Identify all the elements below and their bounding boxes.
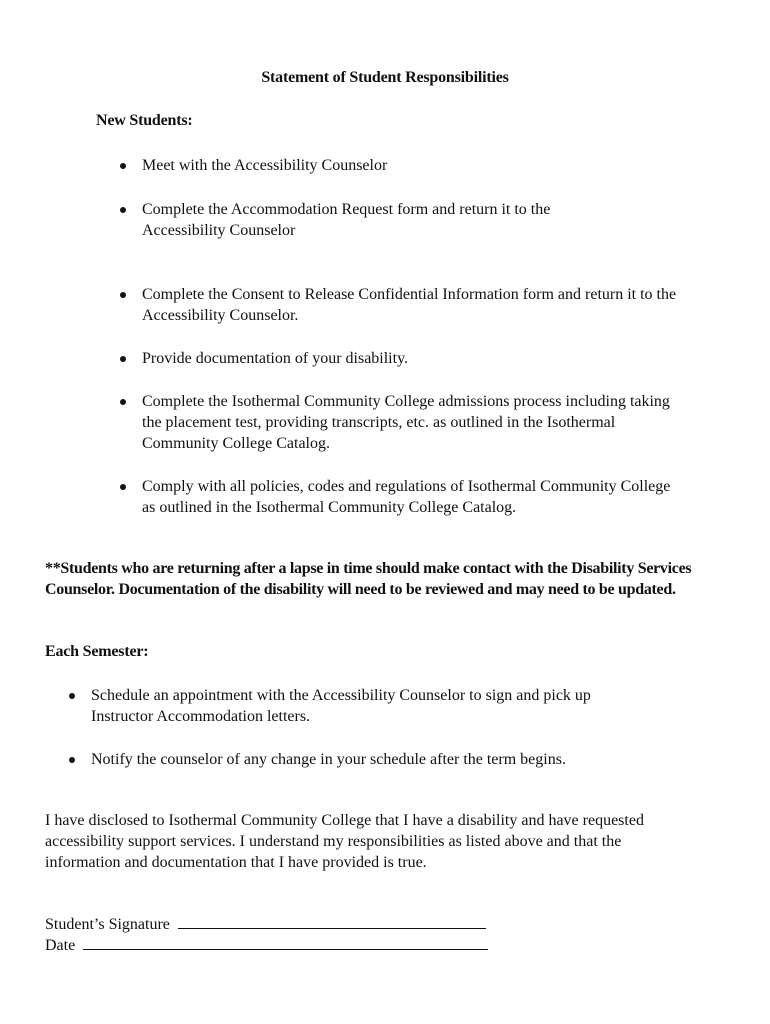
bullet-icon xyxy=(120,292,126,298)
list-item-text: Schedule an appointment with the Accessibility Counselor to sign and pick up Instructor Accommodation letters. xyxy=(91,687,591,725)
bullet-icon xyxy=(120,399,126,405)
list-item-text: Complete the Isothermal Community College admissions process including taking the placement test, providing transcripts, etc. as outlined in the Isothermal Community College Catalog. xyxy=(142,393,670,452)
date-line xyxy=(45,935,488,956)
list-item-text: Provide documentation of your disability. xyxy=(142,350,409,367)
signature-field[interactable] xyxy=(178,914,486,929)
bullet-icon xyxy=(120,163,126,169)
list-item-text: Complete the Accommodation Request form and return it to the Accessibility Counselor xyxy=(142,201,551,239)
signature-label: Student’s Signature xyxy=(45,916,170,933)
date-label: Date xyxy=(45,937,76,954)
each-semester-heading: Each Semester: xyxy=(45,643,149,660)
list-item-text: Comply with all policies, codes and regulations of Isothermal Community College as outlined in the Isothermal Community College Catalog. xyxy=(142,478,671,516)
bullet-icon xyxy=(69,757,75,763)
document-title: Statement of Student Responsibilities xyxy=(261,69,509,86)
bullet-icon xyxy=(120,356,126,362)
signature-line xyxy=(45,914,486,935)
bullet-icon xyxy=(120,484,126,490)
returning-students-note: **Students who are returning after a lapse in time should make contact with the Disability Services Counselor. Documentation of the disability will need to be reviewed and may need to be updated. xyxy=(45,560,692,598)
bullet-icon xyxy=(69,693,75,699)
date-field[interactable] xyxy=(83,935,488,950)
list-item-text: Meet with the Accessibility Counselor xyxy=(142,157,388,174)
new-students-heading: New Students: xyxy=(96,112,193,129)
list-item-text: Complete the Consent to Release Confidential Information form and return it to the Accessibility Counselor. xyxy=(142,286,677,324)
list-item-text: Notify the counselor of any change in your schedule after the term begins. xyxy=(91,751,566,768)
disclosure-statement: I have disclosed to Isothermal Community College that I have a disability and have requested accessibility support services. I understand my responsibilities as listed above and that the information and documentation that I have provided is true. xyxy=(45,812,644,871)
bullet-icon xyxy=(120,207,126,213)
